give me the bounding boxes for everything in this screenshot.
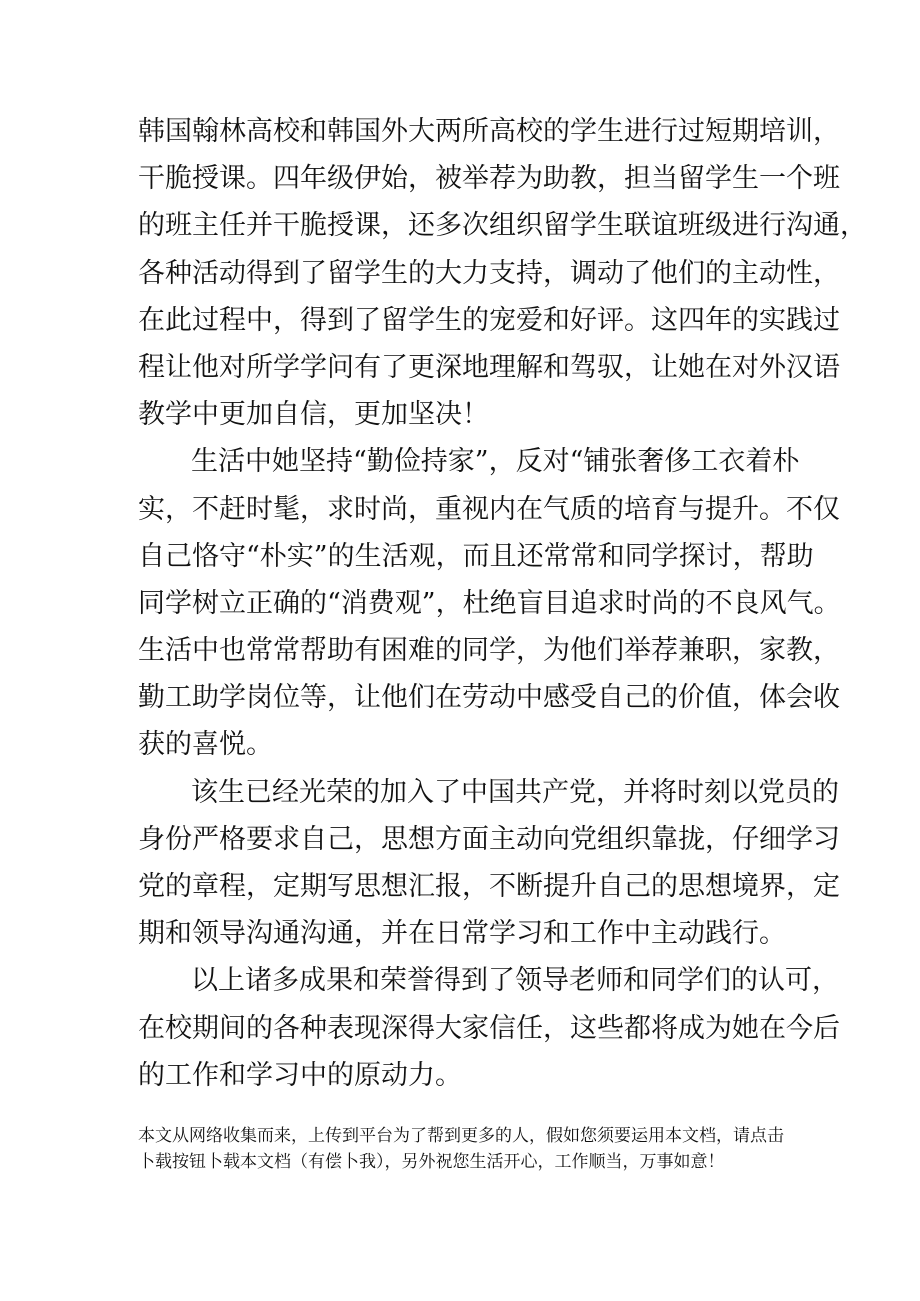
text-line: 在校期间的各种表现深得大家信任，这些都将成为她在今后 — [138, 1012, 840, 1044]
footer-line: 本文从网络收集而来，上传到平台为了帮到更多的人，假如您须要运用本文档，请点击 — [138, 1126, 784, 1146]
text-line: 期和领导沟通沟通，并在日常学习和工作中主动践行。 — [138, 918, 786, 950]
footer-line: 卜载按钮卜载本文档（有偿卜我），另外祝您生活开心，工作顺当，万事如意！ — [138, 1152, 725, 1172]
text-line: 教学中更加自信，更加坚决！ — [138, 399, 489, 431]
text-line: 身份严格要求自己，思想方面主动向党组织靠拢，仔细学习 — [138, 823, 840, 855]
text-line: 程让他对所学学问有了更深地理解和驾驭，让她在对外汉语 — [138, 351, 840, 383]
text-line: 干脆授课。四年级伊始，被举荐为助教，担当留学生一个班 — [138, 163, 840, 195]
paragraph-first-line: 该生已经光荣的加入了中国共产党，并将时刻以党员的 — [191, 776, 839, 808]
text-line: 各种活动得到了留学生的大力支持，调动了他们的主动性， — [138, 257, 840, 289]
text-line: 的工作和学习中的原动力。 — [138, 1059, 462, 1091]
paragraph-first-line: 以上诸多成果和荣誉得到了领导老师和同学们的认可， — [191, 965, 839, 997]
text-line: 在此过程中，得到了留学生的宠爱和好评。这四年的实践过 — [138, 304, 840, 336]
text-line: 实，不赶时髦，求时尚，重视内在气质的培育与提升。不仅 — [138, 493, 840, 525]
text-line: 的班主任并干脆授课，还多次组织留学生联谊班级进行沟通， — [138, 210, 867, 242]
download-notice — [138, 1123, 818, 1175]
paragraph-first-line: 生活中她坚持“勤俭持家”，反对“铺张奢侈工衣着朴 — [191, 446, 800, 478]
document-body — [138, 108, 867, 1099]
text-line: 勤工助学岗位等，让他们在劳动中感受自己的价值，体会收 — [138, 682, 840, 714]
text-line: 党的章程，定期写思想汇报，不断提升自己的思想境界，定 — [138, 871, 840, 902]
text-line: 自己恪守“朴实”的生活观，而且还常常和同学探讨，帮助 — [138, 540, 814, 572]
text-line: 同学树立正确的“消费观”，杜绝盲目追求时尚的不良风气。 — [138, 587, 841, 619]
text-line: 获的喜悦。 — [138, 729, 273, 761]
text-line: 韩国翰林高校和韩国外大两所高校的学生进行过短期培训， — [138, 116, 840, 147]
text-line: 生活中也常常帮助有困难的同学，为他们举荐兼职，家教， — [138, 635, 840, 667]
